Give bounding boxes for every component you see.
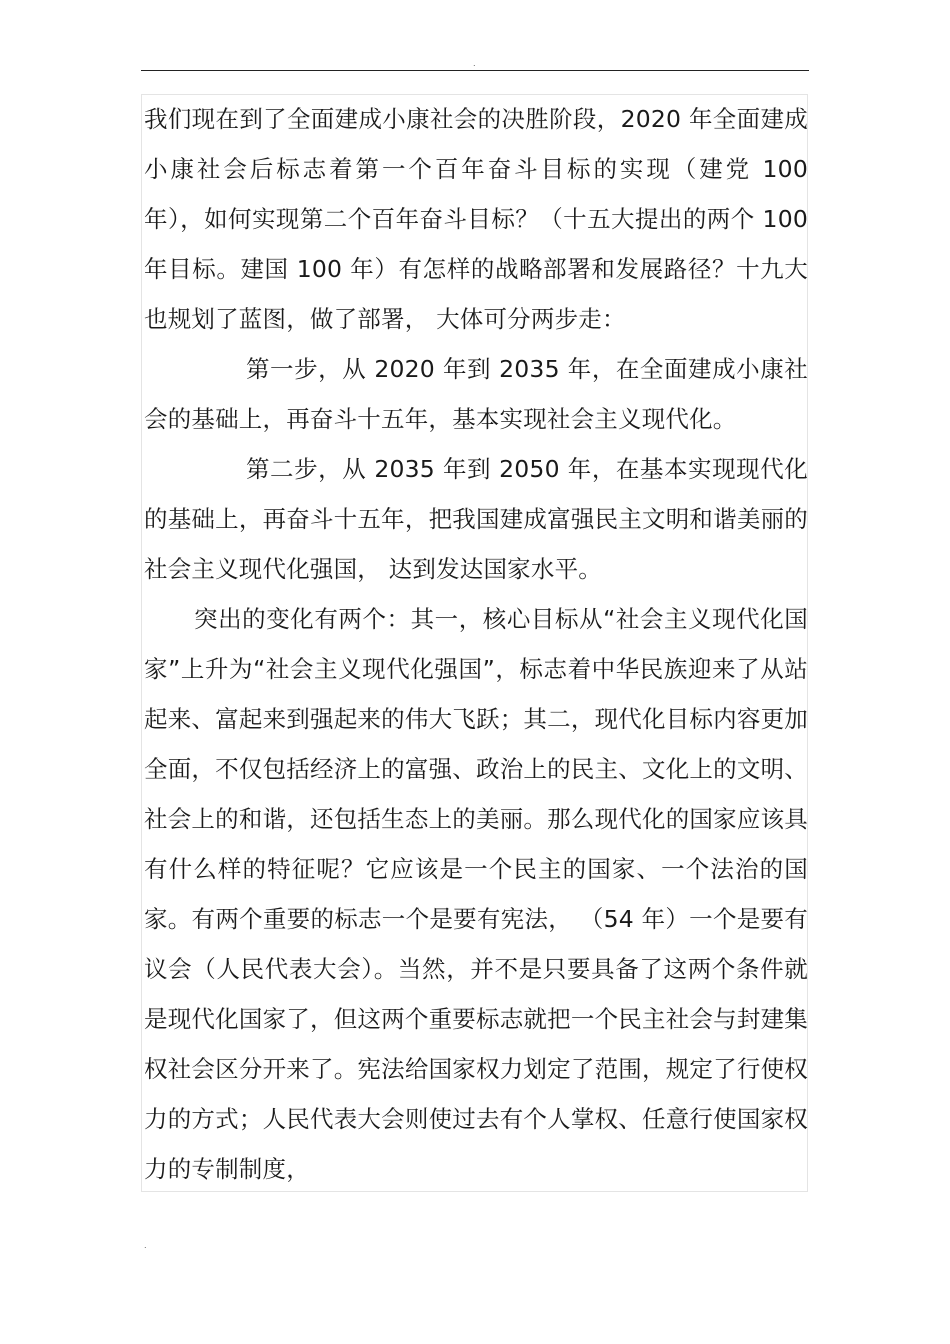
footer-mark: .	[144, 1241, 147, 1250]
document-body	[144, 94, 808, 1194]
header-mark: .	[473, 59, 476, 68]
paragraph-step-two: 第二步，从 2035 年到 2050 年，在基本实现现代化的基础上，再奋斗十五年，把我国建成富强民主文明和谐美丽的社会主义现代化强国， 达到发达国家水平。	[144, 455, 808, 583]
paragraph-step-one: 第一步，从 2020 年到 2035 年，在全面建成小康社会的基础上，再奋斗十五年，基本实现社会主义现代化。	[144, 355, 808, 433]
paragraph-changes: 突出的变化有两个：其一，核心目标从“社会主义现代化国家”上升为“社会主义现代化强国”，标志着中华民族迎来了从站起来、富起来到强起来的伟大飞跃；其二，现代化目标内容更加全面，不仅包括经济上的富强、政治上的民主、文化上的文明、社会上的和谐，还包括生态上的美丽。那么现代化的国家应该具有什么样的特征呢？它应该是一个民主的国家、一个法治的国家。有两个重要的标志一个是要有宪法， （54 年）一个是要有议会（人民代表大会）。当然，并不是只要具备了这两个条件就是现代化国家了，但这两个重要标志就把一个民主社会与封建集权社会区分开来了。宪法给国家权力划定了范围，规定了行使权力的方式；人民代表大会则使过去有个人掌权、任意行使国家权力的专制制度，	[144, 605, 808, 1183]
header-rule	[141, 70, 809, 71]
paragraph-intro: 我们现在到了全面建成小康社会的决胜阶段，2020 年全面建成小康社会后标志着第一个百年奋斗目标的实现（建党 100 年），如何实现第二个百年奋斗目标？（十五大提出的两个 100 年目标。建国 100 年）有怎样的战略部署和发展路径？十九大也规划了蓝图，做了部署， 大体可分两步走：	[144, 105, 808, 333]
